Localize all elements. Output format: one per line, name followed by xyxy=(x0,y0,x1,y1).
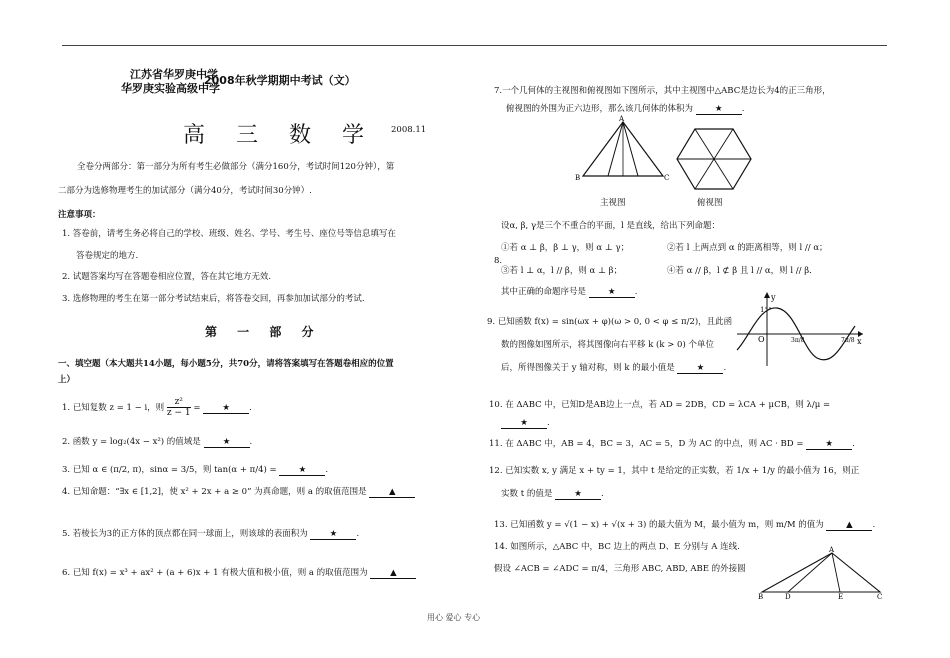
question-1: 1. 已知复数 z = 1 − i，则 $\frac{\text{z²}}{z - 1}$ = ★ . xyxy=(62,397,252,418)
question-7-line-2: 俯视图的外围为正六边形，那么该几何体的体积为 ★ . xyxy=(506,104,745,114)
header-rule xyxy=(62,45,887,46)
answer-blank[interactable]: ★ xyxy=(310,529,356,540)
question-12-line-2: 实数 t 的值是 ★ . xyxy=(501,489,604,499)
fill-heading-2: 上） xyxy=(58,375,76,385)
answer-blank[interactable]: ★ xyxy=(501,418,547,429)
question-8-option-3: ③若 l ⊥ α，l // β，则 α ⊥ β； xyxy=(501,266,623,276)
tri-label-b: B xyxy=(758,593,764,601)
graph-label-y: y xyxy=(771,293,776,302)
graph-label-one: 1 xyxy=(760,306,765,314)
question-8-option-1: ①若 α ⊥ β，β ⊥ γ，则 α ⊥ γ； xyxy=(501,243,630,253)
page-footer: 用心 爱心 专心 xyxy=(427,613,481,622)
question-9-line-3: 后，所得图像关于 y 轴对称，则 k 的最小值是 ★ . xyxy=(501,363,727,373)
graph-label-origin: O xyxy=(758,335,765,344)
triangle-abc-figure xyxy=(758,548,886,600)
question-9-line-1: 9. 已知函数 f(x) = sin(ωx + φ)(ω > 0, 0 < φ ≤ π/2)，且此函 xyxy=(487,317,733,327)
front-view-figure xyxy=(575,115,670,182)
question-2: 2. 函数 y = log₂(4x − x²) 的值域是 ★ . xyxy=(62,437,253,447)
question-7-line-1: 7.一个几何体的主视图和俯视图如下图所示，其中主视图中△ABC是边长为4的正三角形， xyxy=(494,86,831,96)
question-4: 4. 已知命题：“∃x ∈ [1,2]，使 x² + 2x + a ≥ 0” 为真命题，则 a 的取值范围是 ▲ xyxy=(62,485,415,498)
school-name-1: 江苏省华罗庚中学 xyxy=(130,68,218,81)
question-9-line-2: 数的图像如图所示，将其图像向右平移 k (k > 0) 个单位 xyxy=(501,340,714,350)
notes-heading: 注意事项： xyxy=(58,210,101,220)
question-11: 11. 在 ΔABC 中，AB = 4，BC = 3，AC = 5，D 为 AC 的中点，则 AC · BD = ★ . xyxy=(489,439,855,449)
answer-blank[interactable]: ★ xyxy=(677,363,723,374)
top-view-figure xyxy=(676,127,752,191)
answer-blank[interactable]: ★ xyxy=(204,437,250,448)
label-a: A xyxy=(619,115,625,123)
question-8-ask: 其中正确的命题序号是 ★ . xyxy=(501,287,638,297)
intro-line-1: 全卷分两部分：第一部分为所有考生必做部分（满分160分，考试时间120分钟），第 xyxy=(77,162,395,172)
question-8-option-2: ②若 l 上两点到 α 的距离相等，则 l // α； xyxy=(667,243,828,253)
fill-heading: 一、填空题（本大题共14小题，每小题5分，共70分，请将答案填写在答题卷相应的位置 xyxy=(58,359,394,369)
note-3: 3. 选修物理的考生在第一部分考试结束后，将答卷交回，再参加加试部分的考试. xyxy=(62,294,365,304)
label-b: B xyxy=(575,174,581,182)
question-3: 3. 已知 α ∈ (π/2, π)，sinα = 3/5，则 tan(α + π/4) = ★ . xyxy=(62,465,329,475)
graph-label-x: x xyxy=(857,337,862,346)
question-5: 5. 若棱长为3的正方体的顶点都在同一球面上，则该球的表面积为 ★ . xyxy=(62,529,360,539)
answer-blank[interactable]: ★ xyxy=(806,439,852,450)
answer-blank[interactable]: ★ xyxy=(203,403,249,414)
question-8-option-4: ④若 α // β，l ⊄ β 且 l // α，则 l // β． xyxy=(667,266,818,276)
answer-blank[interactable]: ▲ xyxy=(369,487,415,498)
label-c: C xyxy=(664,174,670,182)
answer-blank[interactable]: ▲ xyxy=(826,520,872,531)
sine-graph-figure xyxy=(737,290,865,368)
answer-blank[interactable]: ★ xyxy=(696,104,742,115)
question-13: 13. 已知函数 y = √(1 − x) + √(x + 3) 的最大值为 M，最小值为 m，则 m/M 的值为 ▲ . xyxy=(494,520,876,530)
answer-blank[interactable]: ★ xyxy=(555,489,601,500)
question-14-line-1: 14. 如图所示，△ABC 中，BC 边上的两点 D、E 分别与 A 连线. xyxy=(494,542,740,552)
top-view-caption: 俯视图 xyxy=(697,198,723,208)
note-2: 2. 试题答案均写在答题卷相应位置，答在其它地方无效. xyxy=(62,272,272,282)
exam-title: 2008年秋学期期中考试（文） xyxy=(204,74,356,87)
answer-blank[interactable]: ★ xyxy=(279,465,325,476)
exam-date: 2008.11 xyxy=(391,125,427,135)
school-name-2: 华罗庚实验高级中学 xyxy=(121,82,220,95)
note-1: 1. 答卷前，请考生务必将自己的学校、班级、姓名、学号、考生号、座位号等信息填写在 xyxy=(62,229,396,239)
answer-blank[interactable]: ▲ xyxy=(370,568,416,579)
intro-line-2: 二部分为选修物理考生的加试部分（满分40分，考试时间30分钟）. xyxy=(58,186,312,196)
tri-label-c: C xyxy=(877,593,883,601)
tri-label-e: E xyxy=(838,593,844,601)
question-6: 6. 已知 f(x) = x³ + ax² + (a + 6)x + 1 有极大值和极小值，则 a 的取值范围为 ▲ xyxy=(62,566,416,579)
question-10-answer: ★ . xyxy=(501,418,550,429)
page-title: 高 三 数 学 xyxy=(183,123,376,148)
tri-label-d: D xyxy=(785,593,791,601)
question-12-line-1: 12. 已知实数 x, y 满足 x + ty = 1，其中 t 是给定的正实数，若 1/x + 1/y 的最小值为 16，则正 xyxy=(489,466,860,476)
note-1-cont: 答卷规定的地方. xyxy=(76,251,139,261)
graph-label-3pi8: 3π/8 xyxy=(791,337,805,344)
front-view-caption: 主视图 xyxy=(600,198,626,208)
question-8-intro: 设α, β, γ是三个不重合的平面，l 是直线，给出下列命题： xyxy=(501,221,720,231)
question-8-number: 8. xyxy=(494,256,503,266)
question-10: 10. 在 ΔABC 中，已知D是AB边上一点，若 AD = 2DB，CD = λCA + μCB，则 λ/μ = xyxy=(489,400,831,410)
question-14-line-2: 假设 ∠ACB = ∠ADC = π/4，三角形 ABC, ABD, ABE 的外接圆 xyxy=(494,564,746,574)
graph-label-7pi8: 7π/8 xyxy=(841,337,855,344)
answer-blank[interactable]: ★ xyxy=(589,287,635,298)
part1-heading: 第 一 部 分 xyxy=(205,325,322,339)
tri-label-a: A xyxy=(829,546,835,554)
